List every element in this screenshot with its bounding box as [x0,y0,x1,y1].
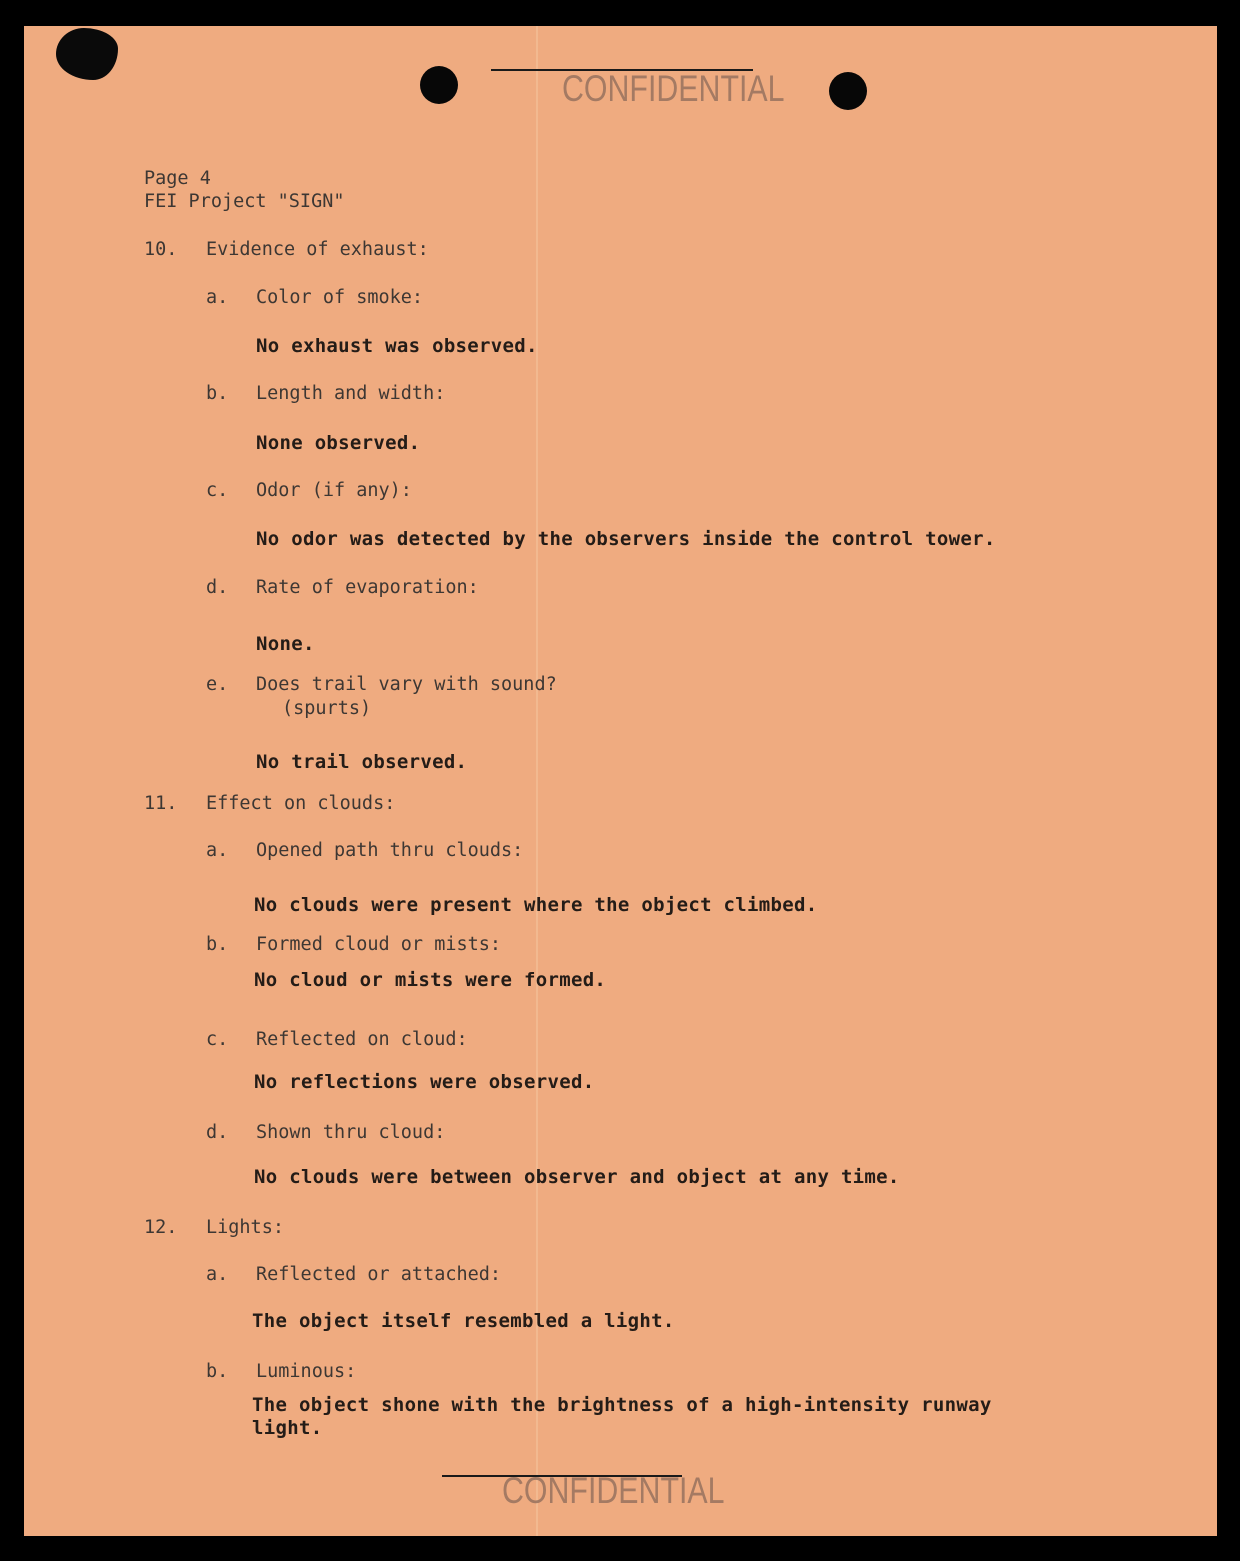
item-answer: None. [256,633,315,655]
item-question: Odor (if any): [256,480,412,501]
section-number: 12. [144,1217,178,1238]
item-question: Formed cloud or mists: [256,934,502,955]
document-page [24,26,1217,1536]
item-letter: c. [206,1029,229,1050]
item-question-continued: (spurts) [282,698,372,719]
item-letter: a. [206,840,229,861]
item-letter: d. [206,577,229,598]
item-answer: The object shone with the brightness of a high-intensity runway [252,1394,992,1416]
item-answer: The object itself resembled a light. [252,1310,675,1332]
item-question: Reflected or attached: [256,1264,502,1285]
section-number: 11. [144,793,178,814]
item-answer: No exhaust was observed. [256,335,538,357]
punch-hole-left [420,66,458,104]
section-number: 10. [144,239,178,260]
section-title: Evidence of exhaust: [206,239,429,260]
item-question: Reflected on cloud: [256,1029,468,1050]
item-letter: b. [206,383,229,404]
item-question: Length and width: [256,383,446,404]
item-answer: No trail observed. [256,751,468,773]
item-answer: No reflections were observed. [254,1071,595,1093]
item-question: Shown thru cloud: [256,1122,446,1143]
confidential-stamp-top: CONFIDENTIAL [562,68,785,109]
item-letter: a. [206,287,229,308]
project-title: FEI Project "SIGN" [144,191,345,212]
item-letter: a. [206,1264,229,1285]
item-question: Does trail vary with sound? [256,674,557,695]
item-answer-continued: light. [252,1417,323,1439]
item-question: Opened path thru clouds: [256,840,524,861]
item-letter: e. [206,674,229,695]
punch-hole-right [829,72,867,110]
item-letter: b. [206,934,229,955]
item-letter: c. [206,480,229,501]
section-title: Effect on clouds: [206,793,396,814]
section-title: Lights: [206,1217,284,1238]
item-question: Luminous: [256,1361,357,1382]
item-letter: d. [206,1122,229,1143]
item-answer: No clouds were between observer and object at any time. [254,1166,900,1188]
page-number: Page 4 [144,168,211,189]
confidential-stamp-bottom: CONFIDENTIAL [502,1470,725,1511]
item-answer: No odor was detected by the observers inside the control tower. [256,528,996,550]
item-answer: None observed. [256,432,421,454]
item-question: Color of smoke: [256,287,424,308]
item-question: Rate of evaporation: [256,577,479,598]
item-answer: No cloud or mists were formed. [254,969,607,991]
ink-stain [56,28,118,80]
item-letter: b. [206,1361,229,1382]
item-answer: No clouds were present where the object climbed. [254,894,818,916]
